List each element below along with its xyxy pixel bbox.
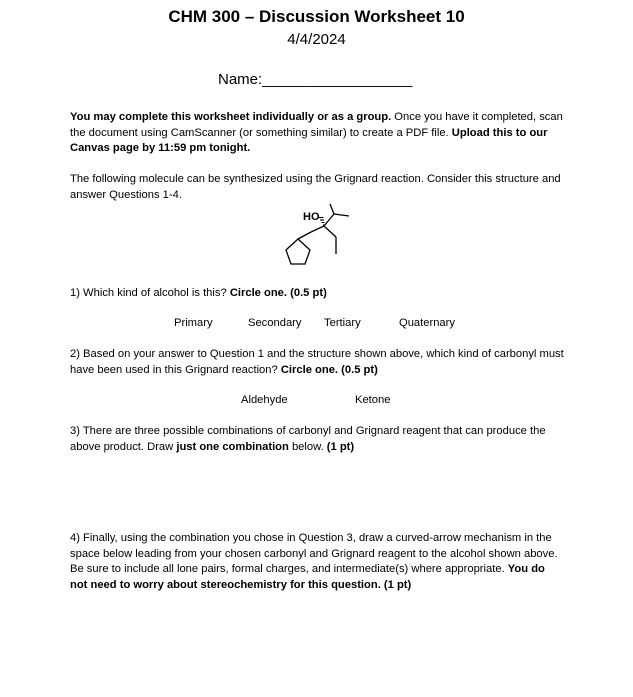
bond-methyl-1 [330, 204, 334, 214]
q4-bold: You do not need to worry about stereochemistry for this question. (1 pt) [70, 563, 545, 591]
cyclopentane-ring [286, 239, 310, 264]
bond-ring-ch2 [298, 232, 311, 239]
bond-carbon-ethyl [324, 226, 336, 237]
page-title: CHM 300 – Discussion Worksheet 10 [168, 7, 465, 26]
worksheet-date: 4/4/2024 [287, 31, 346, 48]
bond-carbon-ch [324, 214, 334, 226]
q2-option-aldehyde[interactable]: Aldehyde [241, 394, 288, 406]
question-4 [70, 531, 565, 593]
q1-option-secondary[interactable]: Secondary [248, 317, 302, 329]
q4-text: 4) Finally, using the combination you chose in Question 3, draw a curved-arrow mechanism in the space below leading from your chosen carbonyl and Grignard reagent to the alcohol shown above. Be sure to include all lone pairs, formal charges, and intermediate(s) where appropriate. [70, 532, 558, 575]
q1-option-tertiary[interactable]: Tertiary [324, 317, 361, 329]
bond-ch2-carbon [311, 226, 324, 232]
q3-text-2: below. [288, 440, 327, 453]
hydroxyl-label: HO [303, 211, 320, 223]
intro-paragraph [70, 110, 565, 157]
q3-bold-2: (1 pt) [326, 440, 355, 453]
intro-text: Once you have it completed, scan the document using CamScanner (or something similar) to create a PDF file. [70, 111, 563, 139]
question-2 [70, 347, 565, 378]
question-1 [70, 286, 565, 302]
q1-bold: Circle one. (0.5 pt) [229, 287, 327, 299]
q1-option-quaternary[interactable]: Quaternary [399, 317, 455, 329]
name-field[interactable]: Name:__________________ [218, 71, 413, 88]
structure-intro: The following molecule can be synthesized using the Grignard reaction. Consider this structure and answer Questions 1-4. [70, 173, 561, 201]
q1-option-primary[interactable]: Primary [174, 317, 213, 329]
intro-bold-1: You may complete this worksheet individually or as a group. [70, 111, 392, 123]
molecule-structure [270, 203, 365, 273]
question-3 [70, 424, 565, 455]
q3-bold-1: just one combination [176, 440, 289, 453]
bond-methyl-2 [334, 214, 349, 216]
q2-text: 2) Based on your answer to Question 1 and the structure shown above, which kind of carbonyl must have been used in this Grignard reaction? [70, 348, 564, 376]
q3-text: 3) There are three possible combinations of carbonyl and Grignard reagent that can produce the above product. Draw [70, 425, 546, 453]
q2-bold: Circle one. (0.5 pt) [280, 363, 378, 376]
q2-option-ketone[interactable]: Ketone [355, 394, 391, 406]
q1-text: 1) Which kind of alcohol is this? [70, 287, 230, 299]
intro-bold-2: Upload this to our Canvas page by 11:59 pm tonight. [70, 126, 548, 154]
